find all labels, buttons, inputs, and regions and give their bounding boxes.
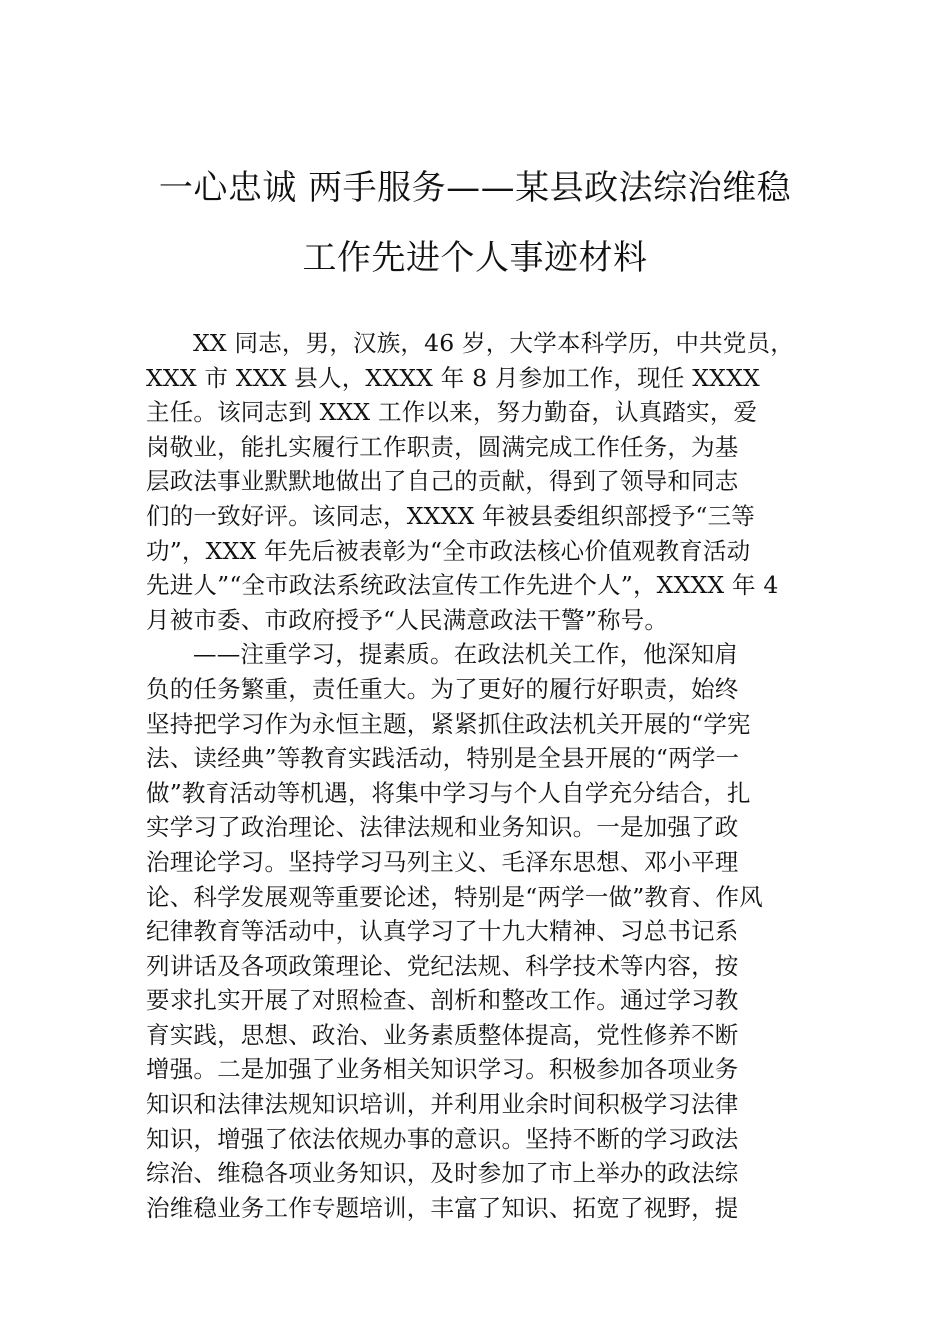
paragraph-2-line: 做”教育活动等机遇，将集中学习与个人自学充分结合，扎 (146, 778, 751, 807)
paragraph-1-line: 岗敬业，能扎实履行工作职责，圆满完成工作任务，为基 (146, 432, 739, 461)
document-body (146, 326, 816, 1225)
paragraph-1-line: 功”，XXX 年先后被表彰为“全市政法核心价值观教育活动 (146, 536, 751, 565)
paragraph-2-line: 知识和法律法规知识培训，并利用业余时间积极学习法律 (146, 1090, 739, 1119)
paragraph-1-line: 主任。该同志到 XXX 工作以来，努力勤奋，认真踏实，爱 (146, 398, 758, 427)
paragraph-1-line: 先进人”“全市政法系统政法宣传工作先进个人”，XXXX 年 4 (146, 571, 779, 600)
paragraph-2-line: 纪律教育等活动中，认真学习了十九大精神、习总书记系 (146, 917, 739, 946)
paragraph-2-line: ——注重学习，提素质。在政法机关工作，他深知肩 (193, 640, 739, 669)
document-title-line-1: 一心忠诚 两手服务——某县政法综治维稳 (158, 168, 792, 208)
paragraph-1-line: 们的一致好评。该同志，XXXX 年被县委组织部授予“三等 (146, 501, 756, 530)
paragraph-2-line: 法、读经典”等教育实践活动，特别是全县开展的“两学一 (146, 744, 740, 773)
paragraph-2-line: 论、科学发展观等重要论述，特别是“两学一做”教育、作风 (146, 882, 763, 911)
paragraph-2-line: 列讲话及各项政策理论、党纪法规、科学技术等内容，按 (146, 951, 739, 980)
paragraph-2-line: 实学习了政治理论、法律法规和业务知识。一是加强了政 (146, 813, 739, 842)
paragraph-1-line: XX 同志，男，汉族，46 岁，大学本科学历，中共党员， (193, 329, 794, 357)
paragraph-1-line: 月被市委、市政府授予“人民满意政法干警”称号。 (146, 605, 669, 634)
paragraph-2-line: 治理论学习。坚持学习马列主义、毛泽东思想、邓小平理 (146, 847, 739, 876)
paragraph-2-line: 增强。二是加强了业务相关知识学习。积极参加各项业务 (146, 1055, 739, 1084)
paragraph-2-line: 负的任务繁重，责任重大。为了更好的履行好职责，始终 (146, 674, 739, 703)
paragraph-2-line: 育实践，思想、政治、业务素质整体提高，党性修养不断 (146, 1020, 739, 1049)
paragraph-2-line: 坚持把学习作为永恒主题，紧紧抓住政法机关开展的“学宪 (146, 709, 751, 738)
paragraph-2-line: 综治、维稳各项业务知识，及时参加了市上举办的政法综 (146, 1159, 739, 1188)
paragraph-2-line: 治维稳业务工作专题培训，丰富了知识、拓宽了视野，提 (146, 1193, 739, 1222)
paragraph-1-line: 层政法事业默默地做出了自己的贡献，得到了领导和同志 (146, 467, 739, 496)
paragraph-2-line: 知识，增强了依法依规办事的意识。坚持不断的学习政法 (146, 1124, 739, 1153)
paragraph-1-line: XXX 市 XXX 县人，XXXX 年 8 月参加工作，现任 XXXX (146, 363, 760, 392)
document-title-line-2: 工作先进个人事迹材料 (302, 238, 648, 278)
paragraph-2-line: 要求扎实开展了对照检查、剖析和整改工作。通过学习教 (146, 986, 739, 1015)
